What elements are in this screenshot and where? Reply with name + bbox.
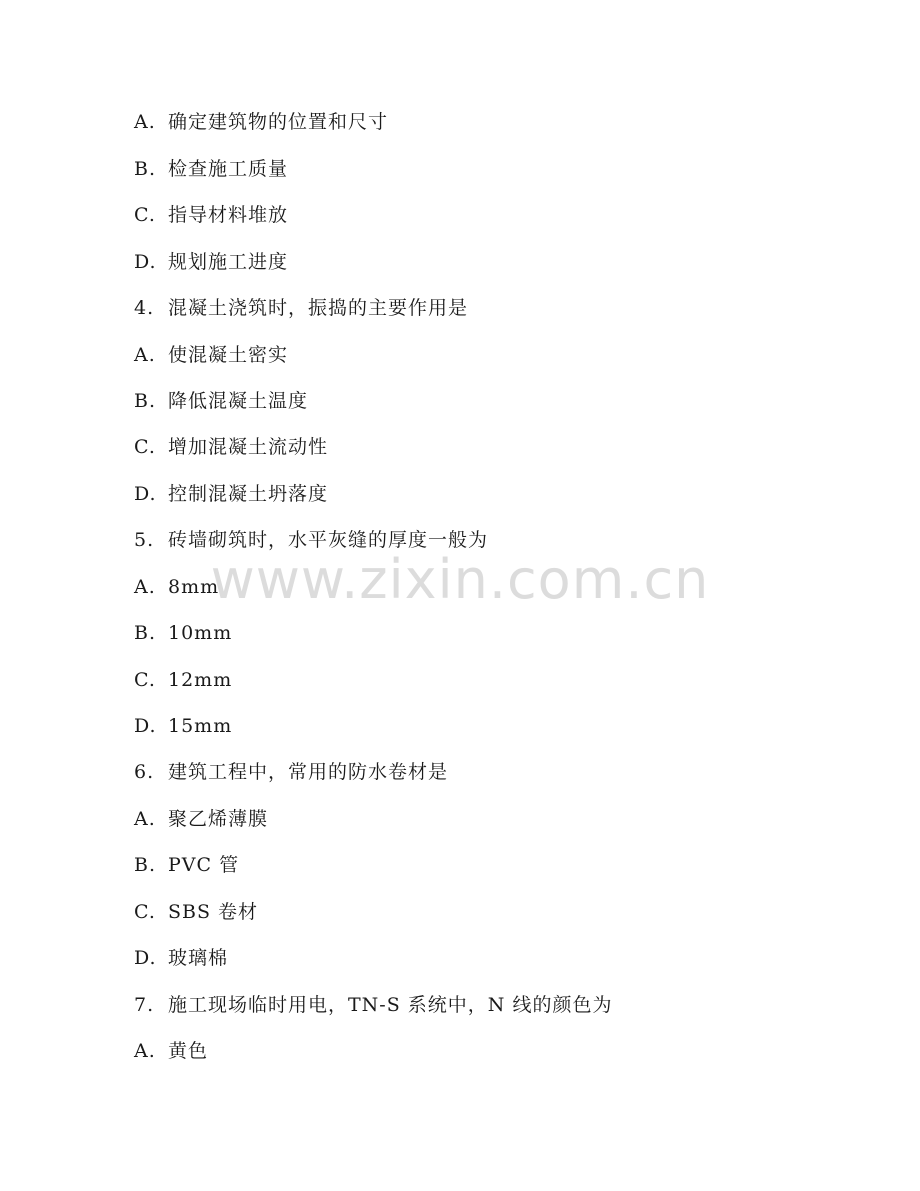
option-line <box>134 853 239 877</box>
option-line <box>134 807 268 831</box>
question-text: 混凝土浇筑时，振捣的主要作用是 <box>168 297 469 319</box>
option-text: 8mm <box>168 576 220 598</box>
option-label: A. <box>134 808 156 830</box>
option-text: PVC 管 <box>168 854 240 876</box>
option-label: C. <box>134 669 156 691</box>
option-text: 15mm <box>168 715 233 737</box>
option-text: 玻璃棉 <box>168 947 229 969</box>
option-label: A. <box>134 344 156 366</box>
option-line <box>134 946 228 970</box>
option-text: 确定建筑物的位置和尺寸 <box>168 111 389 133</box>
option-text: 控制混凝土坍落度 <box>168 483 329 505</box>
option-line <box>134 900 258 924</box>
question-line <box>134 760 448 784</box>
option-line <box>134 110 388 134</box>
watermark: www.zixin.com.cn <box>210 548 710 611</box>
question-line <box>134 296 468 320</box>
option-text: 黄色 <box>168 1040 209 1062</box>
option-label: C. <box>134 901 156 923</box>
option-label: D. <box>134 483 157 505</box>
option-label: B. <box>134 390 157 412</box>
option-label: B. <box>134 854 157 876</box>
option-text: 12mm <box>168 669 233 691</box>
option-line <box>134 621 232 645</box>
option-label: A. <box>134 576 156 598</box>
question-text: 砖墙砌筑时，水平灰缝的厚度一般为 <box>168 529 489 551</box>
option-label: B. <box>134 158 157 180</box>
question-number: 4. <box>134 297 155 319</box>
option-label: D. <box>134 715 157 737</box>
option-line <box>134 575 219 599</box>
option-text: 聚乙烯薄膜 <box>168 808 269 830</box>
option-label: A. <box>134 1040 156 1062</box>
option-label: C. <box>134 204 156 226</box>
option-line <box>134 435 328 459</box>
question-text: 施工现场临时用电，TN-S 系统中，N 线的颜色为 <box>168 994 613 1016</box>
option-text: 规划施工进度 <box>168 251 289 273</box>
option-line <box>134 343 288 367</box>
option-line <box>134 482 328 506</box>
option-line <box>134 157 288 181</box>
option-text: 使混凝土密实 <box>168 344 289 366</box>
option-label: A. <box>134 111 156 133</box>
option-label: D. <box>134 947 157 969</box>
option-label: B. <box>134 622 157 644</box>
option-text: 增加混凝土流动性 <box>168 436 329 458</box>
option-text: 降低混凝土温度 <box>168 390 309 412</box>
option-label: C. <box>134 436 156 458</box>
option-line <box>134 714 232 738</box>
option-text: 10mm <box>168 622 233 644</box>
option-line <box>134 668 232 692</box>
question-number: 6. <box>134 761 155 783</box>
question-line <box>134 528 488 552</box>
option-text: 检查施工质量 <box>168 158 289 180</box>
option-line <box>134 1039 208 1063</box>
option-line <box>134 203 288 227</box>
question-number: 7. <box>134 994 155 1016</box>
question-line <box>134 993 612 1017</box>
option-line <box>134 250 288 274</box>
option-text: 指导材料堆放 <box>168 204 289 226</box>
question-number: 5. <box>134 529 155 551</box>
option-text: SBS 卷材 <box>168 901 259 923</box>
option-line <box>134 389 308 413</box>
question-text: 建筑工程中，常用的防水卷材是 <box>168 761 449 783</box>
option-label: D. <box>134 251 157 273</box>
